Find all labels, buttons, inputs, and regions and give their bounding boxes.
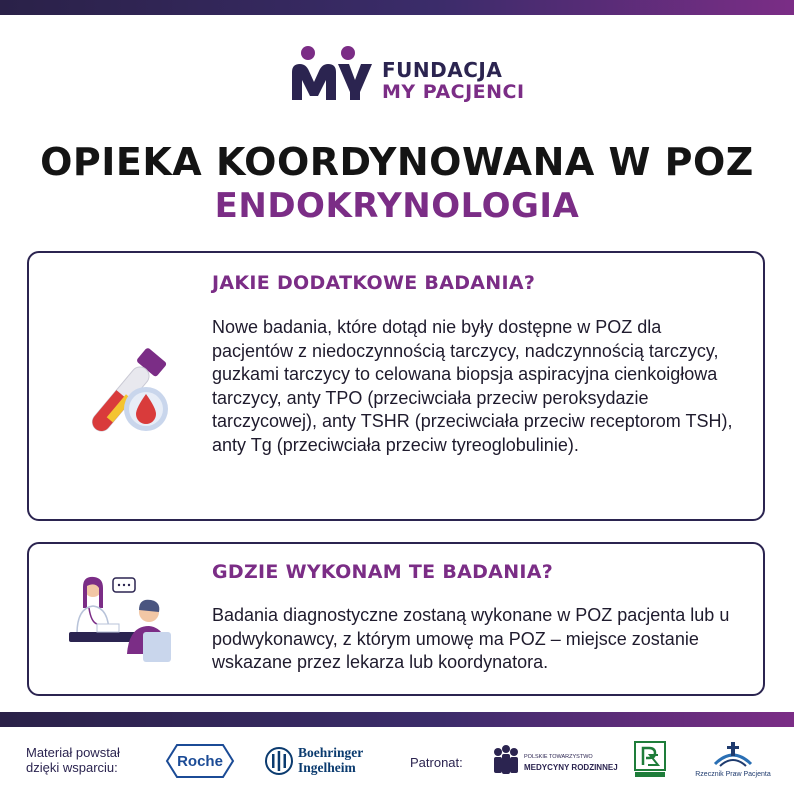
boehringer-emblem-icon bbox=[264, 745, 294, 777]
top-banner-bar bbox=[0, 0, 794, 15]
card-title-tests: JAKIE DODATKOWE BADANIA? bbox=[212, 272, 536, 294]
my-logo-mark-icon bbox=[290, 44, 380, 104]
support-label: Materiał powstał dzięki wsparciu: bbox=[26, 745, 120, 775]
logo-text-fundacja: FUNDACJA bbox=[382, 58, 503, 82]
roche-logo bbox=[165, 743, 235, 779]
boehringer-logo bbox=[264, 745, 374, 781]
page-title: OPIEKA KOORDYNOWANA W POZ bbox=[40, 140, 754, 184]
bottom-banner-bar bbox=[0, 712, 794, 727]
porozumienie-zielonogorskie-logo-icon bbox=[634, 741, 666, 779]
blood-test-tube-icon bbox=[61, 339, 181, 449]
patronat-label: Patronat: bbox=[410, 755, 463, 770]
info-card-location bbox=[27, 542, 765, 696]
card-title-location: GDZIE WYKONAM TE BADANIA? bbox=[212, 561, 554, 583]
rpp-logo-text: Rzecznik Praw Pacjenta bbox=[695, 771, 771, 778]
rzecznik-praw-pacjenta-logo bbox=[690, 740, 776, 782]
ptmr-logo bbox=[490, 744, 618, 780]
doctor-patient-icon bbox=[67, 574, 187, 674]
rpp-emblem-icon bbox=[690, 740, 776, 770]
card-body-location: Badania diagnostyczne zostaną wykonane w POZ pacjenta lub u podwykonawcy, z którym umowę ma POZ – miejsce zostanie wskazane przez lekarza lub koordynatora. bbox=[212, 605, 730, 672]
fundacja-logo bbox=[290, 44, 530, 104]
logo-text-my-pacjenci: MY PACJENCI bbox=[382, 81, 525, 103]
ptmr-people-icon bbox=[490, 744, 522, 778]
card-body-tests: Nowe badania, które dotąd nie były dostępne w POZ dla pacjentów z niedoczynnością tarczycy, nadczynnością tarczycy, guzkami tarczycy to celowana biopsja aspiracyjna cienkoigłowa tarczycy, anty TPO (przeciwciała przeciw peroksydazie tarczycowej), anty TSHR (przeciwciała przeciw receptorom TSH), anty Tg (przeciwciała przeciw tyreoglobulinie). bbox=[212, 317, 733, 455]
ptmr-logo-small-text: POLSKIE TOWARZYSTWO bbox=[524, 754, 593, 760]
boehringer-logo-text: Boehringer Ingelheim bbox=[298, 745, 364, 775]
ptmr-logo-text: MEDYCYNY RODZINNEJ bbox=[524, 763, 618, 772]
roche-logo-text: Roche bbox=[177, 752, 223, 770]
page-subtitle: ENDOKRYNOLOGIA bbox=[214, 186, 580, 226]
info-card-tests bbox=[27, 251, 765, 521]
